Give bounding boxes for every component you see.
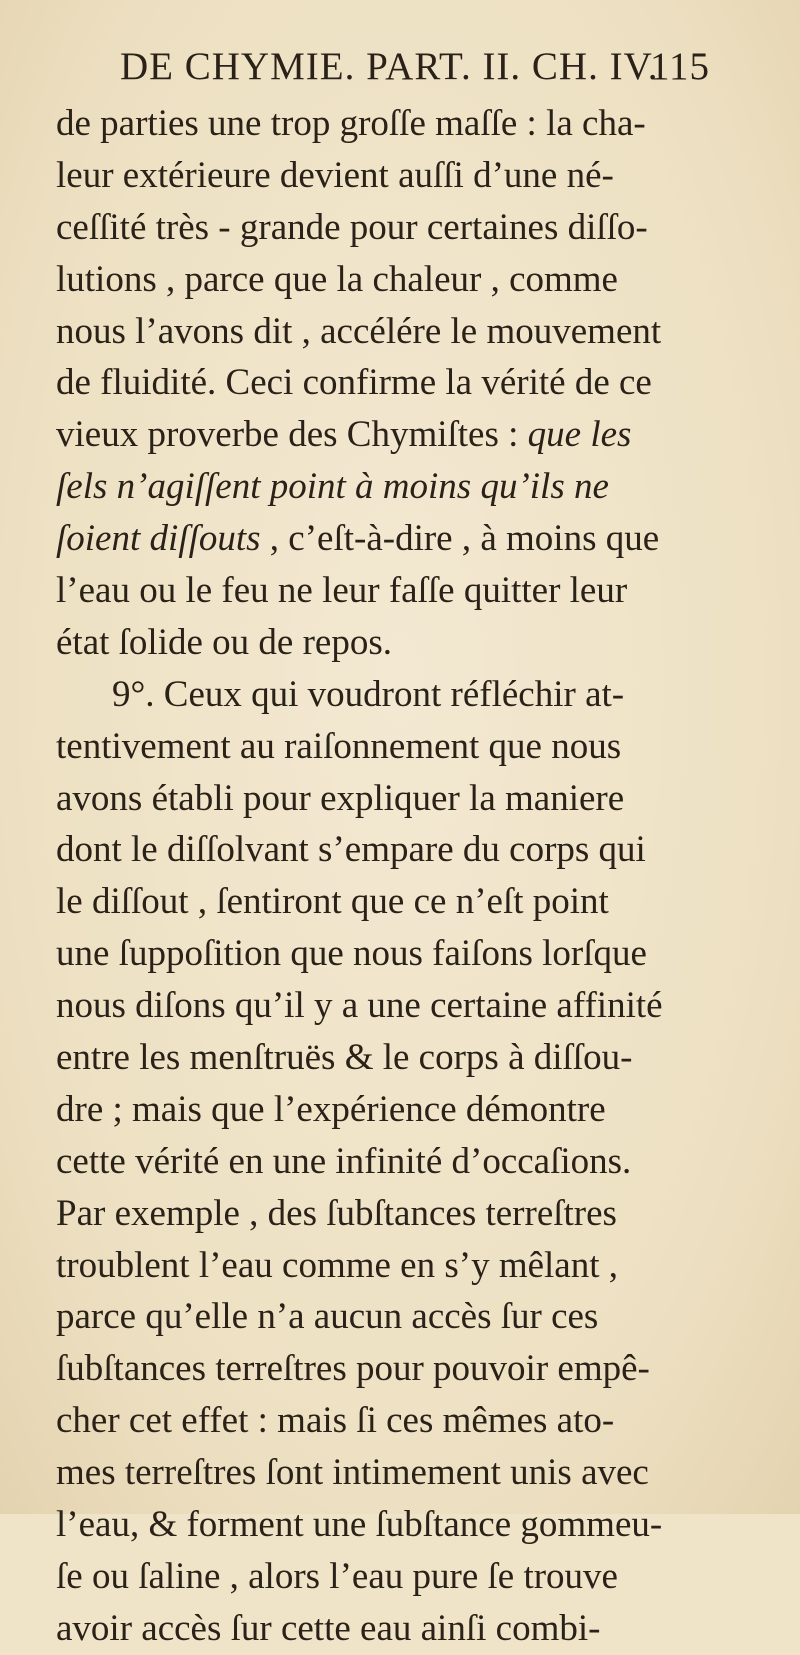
text-line bbox=[56, 1551, 766, 1603]
text-line bbox=[56, 1447, 766, 1499]
line-text: ſe ou ſaline , alors l’eau pure ſe trouve bbox=[56, 1555, 618, 1597]
text-line bbox=[56, 254, 766, 306]
italic-text: ſoient diſſouts bbox=[56, 518, 261, 560]
line-text: lutions , parce que la chaleur , comme bbox=[56, 258, 618, 300]
line-text: troublent l’eau comme en s’y mêlant , bbox=[56, 1244, 619, 1286]
line-text: mes terreſtres ſont intimement unis avec bbox=[56, 1452, 649, 1494]
line-text: ſubſtances terreſtres pour pouvoir empê- bbox=[56, 1348, 650, 1390]
page-number: 115 bbox=[650, 45, 711, 88]
line-text: l’eau, & forment une ſubſtance gommeu- bbox=[56, 1504, 663, 1546]
text-line bbox=[56, 1343, 766, 1395]
text-line bbox=[56, 306, 766, 358]
text-line bbox=[56, 461, 766, 513]
text-line bbox=[56, 409, 766, 461]
line-text: parce qu’elle n’a aucun accès ſur ces bbox=[56, 1296, 599, 1338]
text-line bbox=[56, 721, 766, 773]
line-text: , c’eſt-à-dire , à moins que bbox=[260, 518, 660, 560]
line-text: cher cet effet : mais ſi ces mêmes ato- bbox=[56, 1400, 615, 1442]
line-text: nous diſons qu’il y a une certaine affinité bbox=[56, 985, 663, 1027]
text-line bbox=[56, 928, 766, 980]
line-text: l’eau ou le feu ne leur faſſe quitter leur bbox=[56, 570, 628, 612]
line-text: avoir accès ſur cette eau ainſi combi- bbox=[56, 1607, 601, 1649]
text-line bbox=[56, 1084, 766, 1136]
line-text: Par exemple , des ſubſtances terreſtres bbox=[56, 1192, 617, 1234]
text-line bbox=[56, 513, 766, 565]
line-text: de parties une trop groſſe maſſe : la cha- bbox=[56, 103, 646, 144]
line-text: nous l’avons dit , accélére le mouvement bbox=[56, 310, 662, 352]
text-line bbox=[56, 1499, 766, 1551]
text-line bbox=[56, 202, 766, 254]
text-line bbox=[56, 565, 766, 617]
line-text: tentivement au raiſonnement que nous bbox=[56, 725, 622, 767]
text-line bbox=[56, 1240, 766, 1292]
line-text: de fluidité. Ceci confirme la vérité de ce bbox=[56, 362, 652, 404]
line-text: cette vérité en une infinité d’occaſions. bbox=[56, 1140, 632, 1182]
line-text: 9°. Ceux qui voudront réfléchir at- bbox=[112, 673, 625, 715]
body-text bbox=[56, 98, 766, 1655]
line-text: une ſuppoſition que nous faiſons lorſque bbox=[56, 933, 647, 975]
text-line bbox=[56, 617, 766, 669]
line-text: vieux proverbe des Chymiſtes : bbox=[56, 414, 528, 456]
text-line bbox=[56, 1136, 766, 1188]
text-line bbox=[56, 876, 766, 928]
text-line bbox=[56, 824, 766, 876]
line-text: leur extérieure devient auſſi d’une né- bbox=[56, 154, 614, 196]
text-line bbox=[56, 1395, 766, 1447]
text-line bbox=[56, 357, 766, 409]
italic-text: que les bbox=[527, 414, 632, 456]
line-text: le diſſout , ſentiront que ce n’eſt point bbox=[56, 881, 609, 923]
text-line bbox=[56, 1032, 766, 1084]
text-line bbox=[56, 773, 766, 825]
italic-text: ſels n’agiſſent point à moins qu’ils ne bbox=[56, 466, 609, 508]
line-text: dont le diſſolvant s’empare du corps qui bbox=[56, 829, 646, 871]
text-line bbox=[56, 669, 766, 721]
text-line bbox=[56, 1603, 766, 1655]
running-head: DE CHYMIE. PART. II. CH. IV. bbox=[120, 45, 659, 88]
line-text: dre ; mais que l’expérience démontre bbox=[56, 1088, 606, 1130]
text-line bbox=[56, 980, 766, 1032]
text-line bbox=[56, 1188, 766, 1240]
line-text: avons établi pour expliquer la maniere bbox=[56, 777, 625, 819]
text-line bbox=[56, 1291, 766, 1343]
line-text: état ſolide ou de repos. bbox=[56, 621, 392, 663]
line-text: entre les menſtruës & le corps à diſſou- bbox=[56, 1037, 633, 1079]
line-text: ceſſité très - grande pour certaines diſſo- bbox=[56, 206, 648, 248]
text-line bbox=[56, 150, 766, 202]
text-line bbox=[56, 98, 766, 150]
page-header bbox=[120, 44, 760, 100]
